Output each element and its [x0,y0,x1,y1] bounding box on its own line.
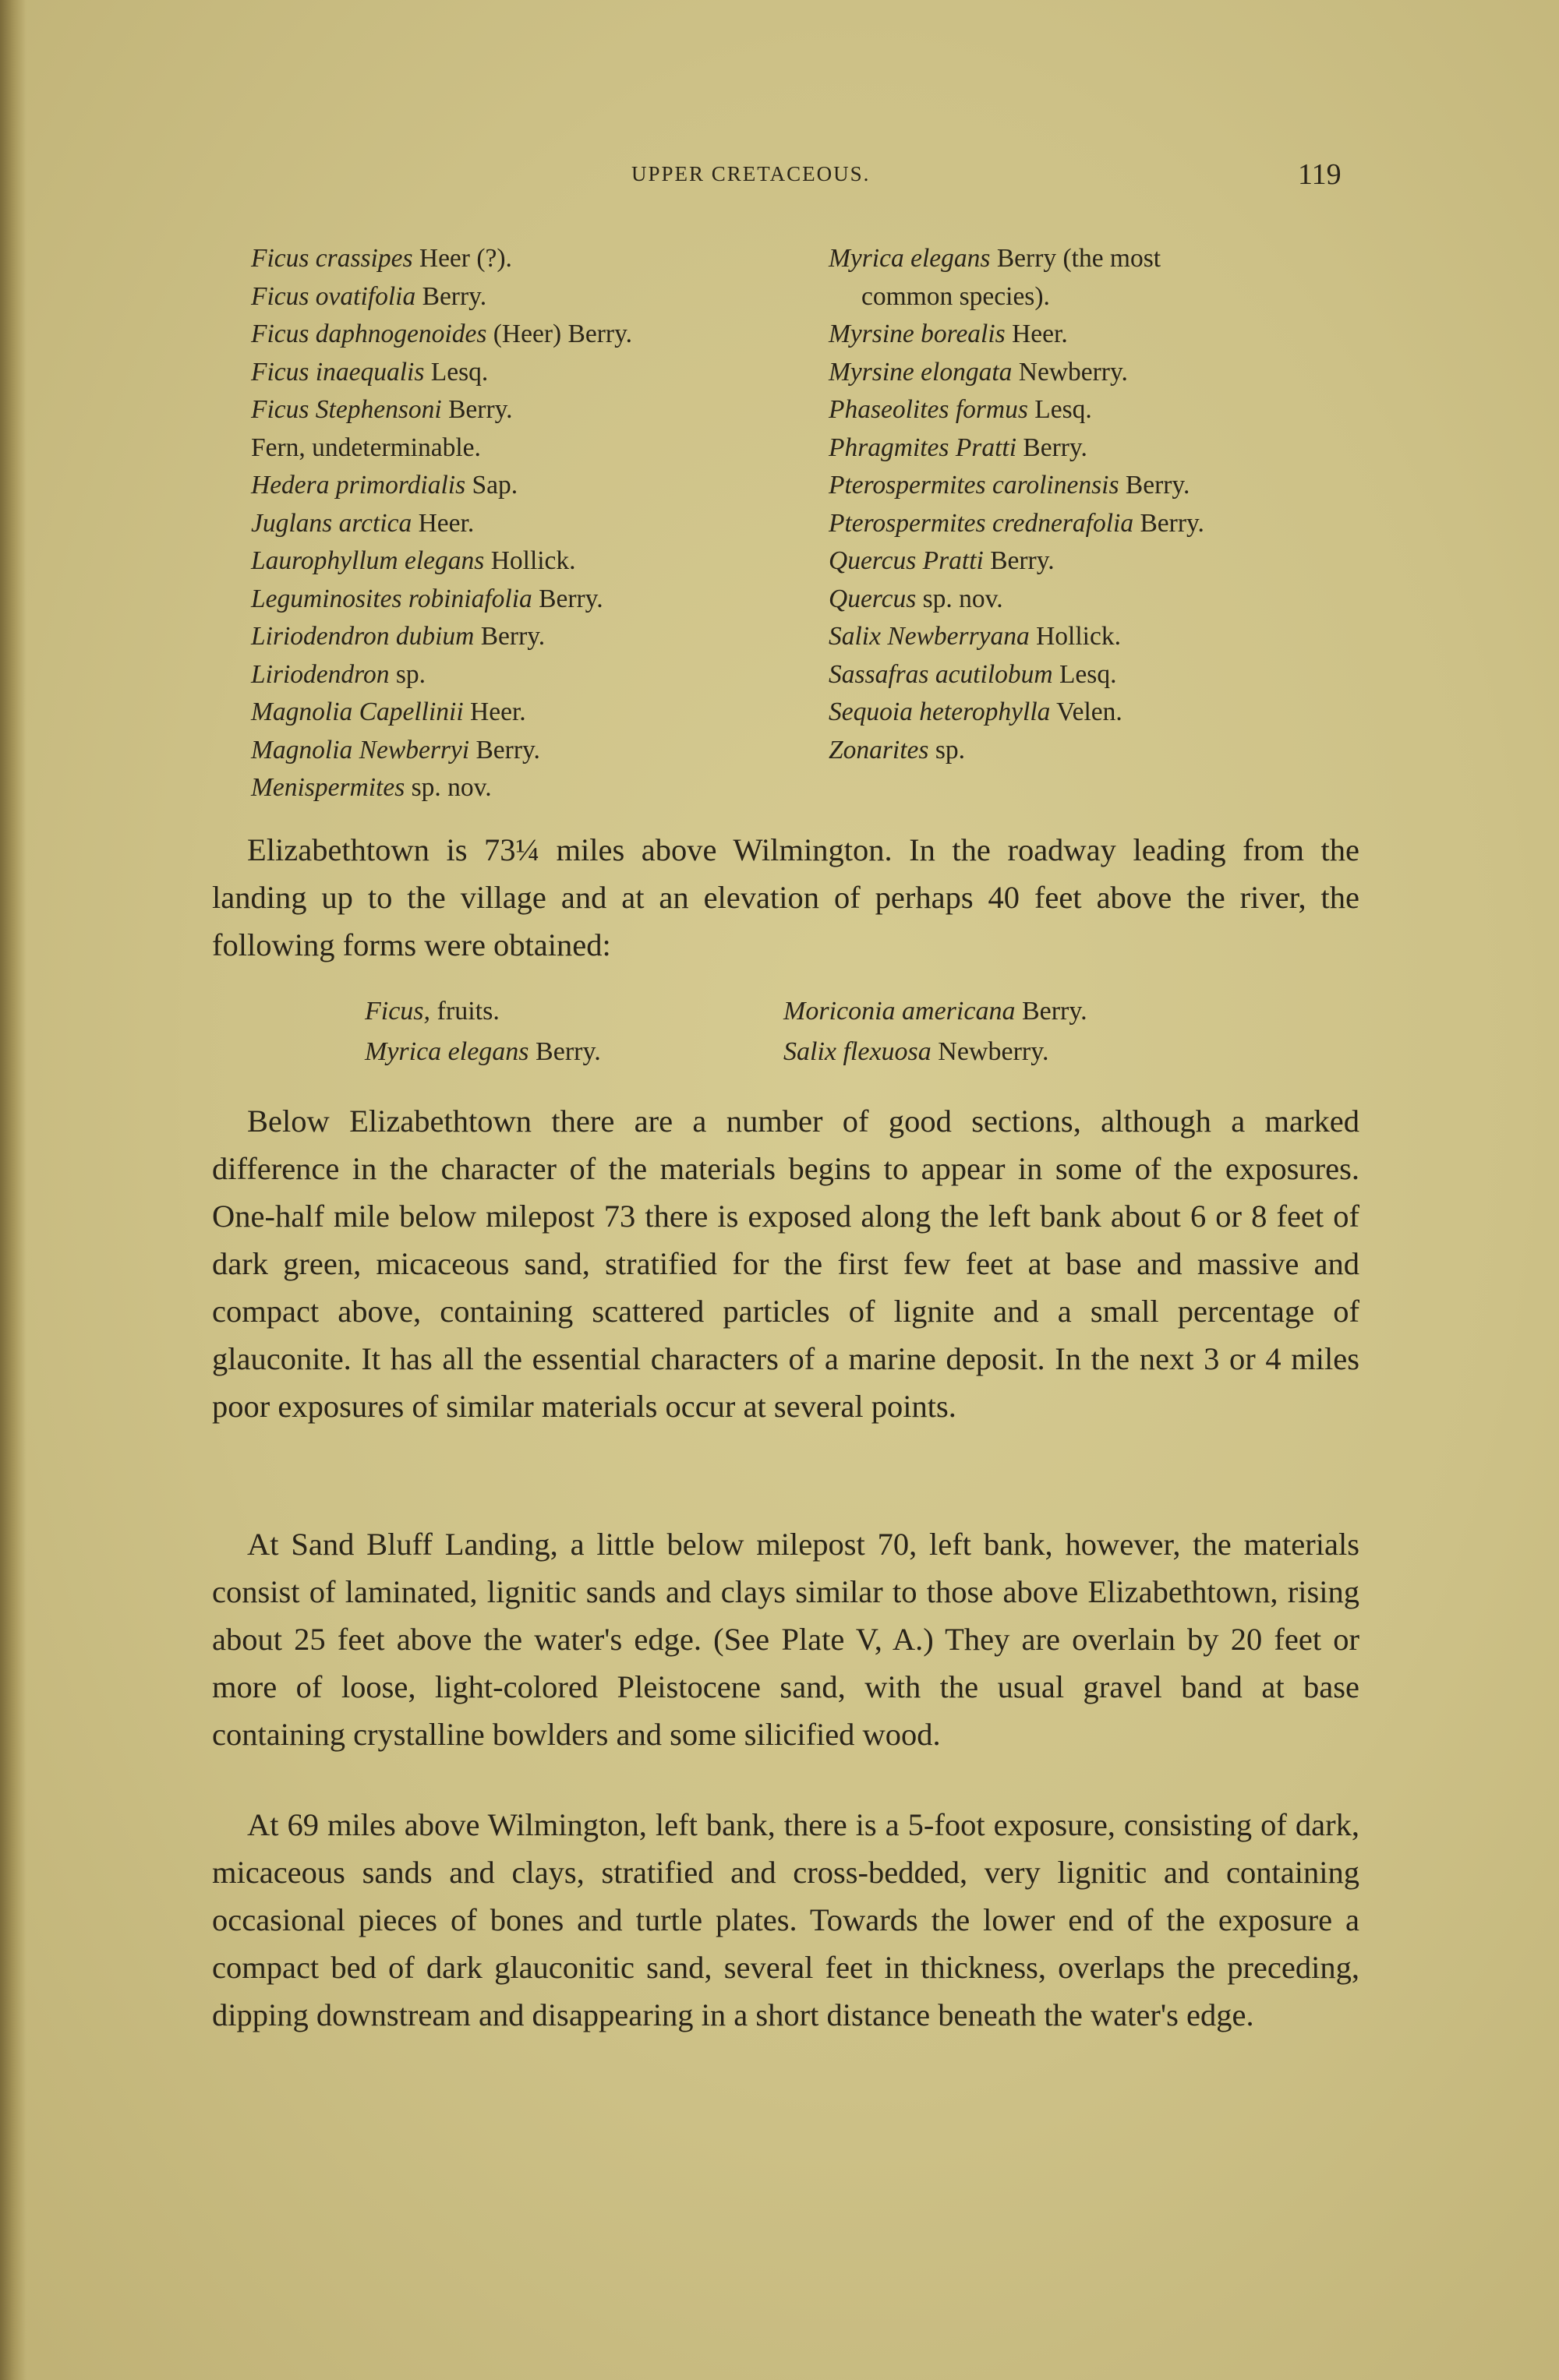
taxon-authority: Hollick. [484,546,576,575]
taxon-name: Ficus, [365,997,431,1026]
taxon-authority: Berry. [983,546,1055,575]
list-item [251,278,632,316]
taxon-name: Liriodendron [251,659,390,689]
species-list-right [829,240,1204,769]
list-item [251,391,632,429]
list-item [783,991,1087,1032]
taxon-name: Salix flexuosa [783,1037,932,1066]
taxon-authority: Lesq. [1027,395,1092,424]
taxon-name: Phaseolites formus [829,395,1028,424]
taxon-authority: Lesq. [1052,659,1117,689]
running-head: UPPER CRETACEOUS. [631,162,871,185]
list-item [829,505,1204,543]
taxon-name: Ficus ovatifolia [251,281,416,311]
list-item [829,316,1204,354]
list-item [251,694,632,732]
taxon-name: Phragmites Pratti [829,433,1017,462]
list-item [829,542,1204,581]
taxon-name: Pterospermites carolinensis [829,471,1119,500]
taxon-authority: Berry (the most [990,244,1161,273]
taxon-name: Myrica elegans [829,244,991,273]
found-forms-right [783,991,1087,1072]
taxon-authority: Berry. [415,281,487,311]
taxon-name: Sassafras acutilobum [829,659,1053,689]
list-item [829,240,1204,316]
list-item [251,316,632,354]
page-number: 119 [1298,158,1342,191]
taxon-name: Magnolia Newberryi [251,735,470,764]
taxon-name: Salix Newberryana [829,622,1030,651]
species-list-left [251,240,632,807]
taxon-name: Ficus daphnogenoides [251,320,487,348]
paragraph-below-elizabethtown: Below Elizabethtown there are a number of good sections, although a marked difference in the character of the materials begins to appear in some of the exposures. One-half mile below milepost 73 there is exposed along the left bank about 6 or 8 feet of dark green, micaceous sand, stratified for the first few feet at base and massive and compact above, containing scattered particles of lignite and a small percentage of glauconite. It has all the essential characters of a marine deposit. In the next 3 or 4 miles poor exposures of similar materials occur at several points. [212,1103,1359,1424]
list-item [251,467,632,505]
taxon-name: Myrsine borealis [829,320,1006,348]
taxon-name: Laurophyllum elegans [251,546,485,575]
taxon-authority: Heer. [412,508,475,538]
taxon-authority: Berry. [529,1037,601,1066]
taxon-authority: Heer. [463,697,526,726]
taxon-authority: Berry. [1016,433,1087,462]
list-item [829,581,1204,619]
taxon-name: Leguminosites robiniafolia [251,584,532,613]
page-spine-shadow [0,0,27,2380]
paragraph-69-miles: At 69 miles above Wilmington, left bank, there is a 5-foot exposure, consisting of dark, micaceous sands and clays, stratified and cross-bedded, very lignitic and containing occasional pieces of bones and turtle plates. Towards the lower end of the exposure a compact bed of dark glauconitic sand, several feet in thickness, overlaps the preceding, dipping downstream and disappearing in a short distance beneath the water's edge. [212,1807,1359,2032]
taxon-name: Quercus [829,584,917,613]
list-item [829,467,1204,505]
list-item [829,618,1204,656]
list-item [783,1032,1087,1072]
taxon-name: Pterospermites crednerafolia [829,508,1134,538]
list-item [829,354,1204,392]
taxon-authority: Berry. [474,622,546,651]
found-forms-left [365,991,601,1072]
taxon-authority: Lesq. [424,357,489,387]
list-item [251,240,632,278]
taxon-authority: Fern, undeterminable. [251,433,481,462]
list-item [251,542,632,581]
taxon-authority: Berry. [469,735,540,764]
taxon-authority: Berry. [441,395,513,424]
taxon-name: Magnolia Capellinii [251,697,464,726]
taxon-authority: sp. [928,735,965,764]
list-item [251,354,632,392]
taxon-name: Ficus inaequalis [251,357,425,387]
taxon-name: Myrsine elongata [829,357,1013,387]
list-item [829,694,1204,732]
taxon-name: Sequoia heterophylla [829,697,1051,726]
paragraph-elizabethtown: Elizabethtown is 73¼ miles above Wilmington. In the roadway leading from the landing up to the village and at an elevation of perhaps 40 feet above the river, the following forms were obtained: [212,832,1359,962]
list-item [251,505,632,543]
taxon-authority: Berry. [1119,471,1190,500]
taxon-authority: sp. [389,659,426,689]
taxon-name: Liriodendron dubium [251,622,475,651]
list-item [251,769,632,807]
taxon-authority: Sap. [465,471,518,500]
taxon-name: Ficus Stephensoni [251,395,442,424]
list-item [251,618,632,656]
list-item [251,581,632,619]
taxon-authority: Hollick. [1029,622,1121,651]
paragraph-sand-bluff-landing: At Sand Bluff Landing, a little below milepost 70, left bank, however, the materials consist of laminated, lignitic sands and clays similar to those above Elizabethtown, rising about 25 feet above the water's edge. (See Plate V, A.) They are overlain by 20 feet or more of loose, light-colored Pleistocene sand, with the usual gravel band at base containing crystalline bowlders and some silicified wood. [212,1527,1359,1752]
taxon-authority: Berry. [532,584,603,613]
list-item [829,656,1204,694]
taxon-authority: Newberry. [931,1037,1049,1066]
taxon-name: Menispermites [251,773,405,802]
taxon-authority: Berry. [1133,508,1204,538]
taxon-authority: fruits. [430,997,500,1026]
list-item [251,732,632,770]
taxon-name: Hedera primordialis [251,471,466,500]
list-item [251,429,632,468]
list-item [829,391,1204,429]
taxon-name: Juglans arctica [251,508,412,538]
taxon-name: Moriconia americana [783,997,1016,1026]
taxon-authority: Velen. [1050,697,1122,726]
taxon-name: Ficus crassipes [251,244,413,273]
taxon-name: Zonarites [829,735,929,764]
list-item [829,732,1204,770]
taxon-note: common species). [861,281,1050,311]
taxon-name: Myrica elegans [365,1037,529,1066]
taxon-authority: sp. nov. [405,773,492,802]
taxon-authority: sp. nov. [916,584,1003,613]
taxon-authority: Heer (?). [412,244,512,273]
taxon-name: Quercus Pratti [829,546,984,575]
taxon-authority: Newberry. [1012,357,1128,387]
taxon-authority: Heer. [1005,320,1068,348]
list-item [829,429,1204,468]
list-item [251,656,632,694]
list-item [365,1032,601,1072]
taxon-authority: (Heer) Berry. [486,320,633,348]
list-item [365,991,601,1032]
taxon-authority: Berry. [1015,997,1087,1026]
